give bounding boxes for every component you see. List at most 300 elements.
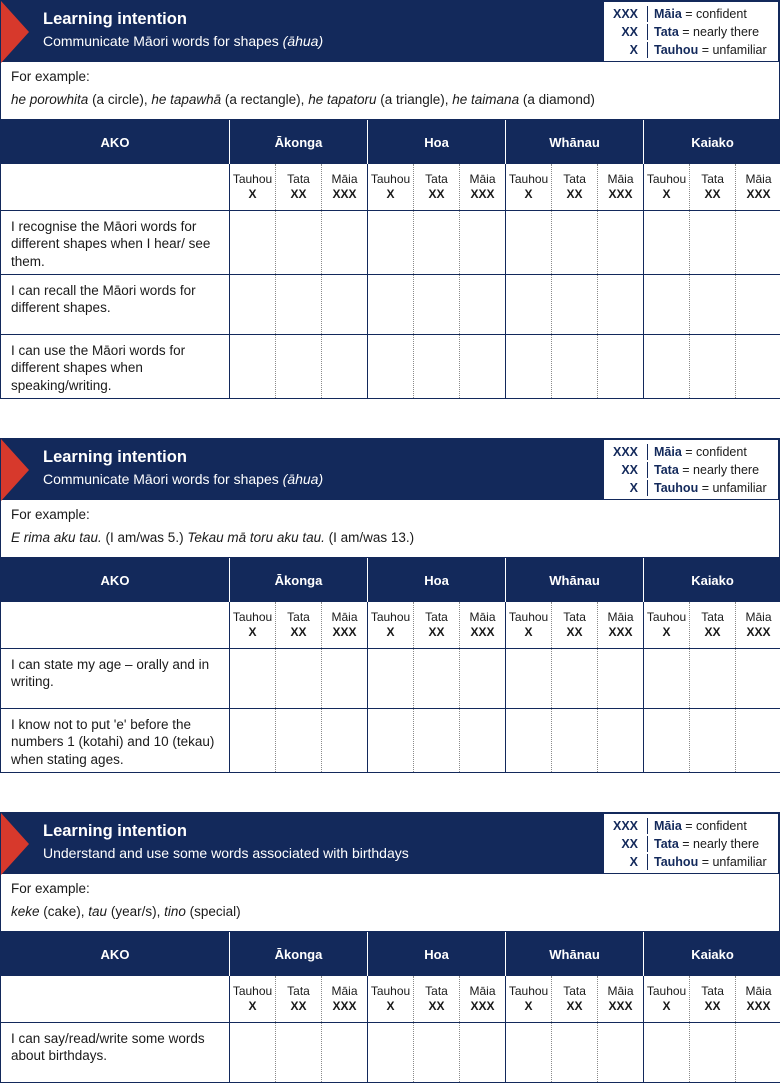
- rating-cell[interactable]: [230, 334, 276, 398]
- rating-cell[interactable]: [690, 1022, 736, 1082]
- example-box: [0, 874, 780, 932]
- legend-row: [604, 479, 778, 497]
- scale-mark: XXX: [322, 624, 367, 641]
- scale-label-cell: [1, 602, 230, 648]
- scale-mark: XXX: [322, 998, 367, 1015]
- scale-row: [1, 164, 780, 210]
- rating-cell[interactable]: [736, 648, 780, 708]
- rating-cell[interactable]: [322, 334, 368, 398]
- scale-cell: [368, 164, 414, 210]
- scale-name: Tata: [276, 984, 321, 998]
- example-text: [11, 92, 595, 107]
- rating-cell[interactable]: [506, 274, 552, 334]
- header-group: Hoa: [368, 932, 506, 976]
- criteria-text: I can recall the Māori words for different shapes.: [1, 274, 230, 334]
- rating-cell[interactable]: [322, 1022, 368, 1082]
- rating-cell[interactable]: [322, 708, 368, 772]
- scale-cell: [414, 602, 460, 648]
- example-text: [11, 904, 241, 919]
- rating-cell[interactable]: [644, 648, 690, 708]
- rating-legend: [604, 2, 778, 61]
- scale-mark: X: [230, 624, 275, 641]
- example-box: [0, 500, 780, 558]
- learning-intention-header: [0, 0, 780, 62]
- scale-name: Māia: [460, 610, 505, 624]
- example-part: Tekau mā toru aku tau.: [187, 530, 325, 545]
- rating-cell[interactable]: [276, 274, 322, 334]
- scale-name: Tauhou: [230, 610, 275, 624]
- example-part: he porowhita: [11, 92, 88, 107]
- scale-label-cell: [1, 976, 230, 1022]
- criteria-row: [1, 274, 780, 334]
- table-header-row: [1, 558, 780, 602]
- legend-level: Tauhou: [654, 481, 698, 495]
- rating-cell[interactable]: [644, 1022, 690, 1082]
- scale-cell: [552, 164, 598, 210]
- scale-name: Tata: [552, 984, 597, 998]
- legend-row: [604, 853, 778, 871]
- subtitle-text: Understand and use some words associated with birthdays: [43, 845, 409, 861]
- scale-cell: [230, 602, 276, 648]
- scale-cell: [460, 602, 506, 648]
- legend-text: [654, 463, 759, 477]
- scale-cell: [736, 976, 780, 1022]
- scale-mark: XXX: [598, 998, 643, 1015]
- scale-name: Tauhou: [644, 984, 689, 998]
- legend-mark: XXX: [613, 7, 638, 21]
- example-box: [0, 62, 780, 120]
- scale-name: Tauhou: [368, 610, 413, 624]
- legend-row: [604, 5, 778, 23]
- criteria-text: I can state my age – orally and in writing.: [1, 648, 230, 708]
- scale-name: Tata: [414, 172, 459, 186]
- legend-mark: X: [630, 855, 638, 869]
- scale-name: Tauhou: [506, 610, 551, 624]
- scale-row: [1, 602, 780, 648]
- legend-divider: [647, 480, 648, 496]
- scale-mark: XX: [552, 998, 597, 1015]
- scale-mark: X: [506, 998, 551, 1015]
- criteria-row: [1, 648, 780, 708]
- rating-cell[interactable]: [552, 274, 598, 334]
- legend-row: [604, 461, 778, 479]
- rating-cell[interactable]: [736, 334, 780, 398]
- legend-desc: = confident: [685, 445, 747, 459]
- scale-mark: XXX: [460, 998, 505, 1015]
- rating-cell[interactable]: [230, 1022, 276, 1082]
- criteria-row: [1, 1022, 780, 1082]
- rating-cell[interactable]: [460, 1022, 506, 1082]
- rating-cell[interactable]: [460, 708, 506, 772]
- example-part: he tapawhā: [151, 92, 221, 107]
- legend-divider: [647, 42, 648, 58]
- scale-mark: XXX: [598, 186, 643, 203]
- rating-cell[interactable]: [460, 210, 506, 274]
- scale-mark: X: [644, 624, 689, 641]
- scale-cell: [690, 164, 736, 210]
- scale-mark: XX: [276, 186, 321, 203]
- rating-cell[interactable]: [322, 274, 368, 334]
- rating-cell[interactable]: [690, 334, 736, 398]
- criteria-row: [1, 334, 780, 398]
- example-part: (I am/was 13.): [325, 530, 414, 545]
- example-part: tino: [164, 904, 186, 919]
- legend-mark: X: [630, 43, 638, 57]
- scale-name: Tata: [414, 984, 459, 998]
- legend-text: [654, 43, 767, 57]
- legend-level: Māia: [654, 819, 682, 833]
- legend-text: [654, 445, 747, 459]
- subtitle-italic: (āhua): [283, 33, 323, 49]
- learning-intention-title: Learning intention: [43, 10, 187, 29]
- arrow-icon: [1, 1, 29, 63]
- header-group: Ākonga: [230, 120, 368, 164]
- scale-mark: XX: [690, 624, 735, 641]
- legend-row: [604, 443, 778, 461]
- criteria-text: I can use the Māori words for different shapes when speaking/writing.: [1, 334, 230, 398]
- header-ako: AKO: [1, 558, 230, 602]
- rating-cell[interactable]: [736, 274, 780, 334]
- legend-mark: XXX: [613, 445, 638, 459]
- legend-text: [654, 819, 747, 833]
- scale-cell: [644, 164, 690, 210]
- legend-mark: XX: [621, 837, 638, 851]
- rating-cell[interactable]: [368, 274, 414, 334]
- rating-cell[interactable]: [414, 334, 460, 398]
- scale-mark: X: [506, 186, 551, 203]
- legend-mark: XXX: [613, 819, 638, 833]
- example-part: (a circle),: [88, 92, 151, 107]
- scale-name: Tata: [276, 610, 321, 624]
- legend-desc: = unfamiliar: [702, 481, 767, 495]
- header-group: Hoa: [368, 120, 506, 164]
- learning-intention-title: Learning intention: [43, 822, 187, 841]
- table-header-row: [1, 120, 780, 164]
- example-part: (cake),: [40, 904, 89, 919]
- scale-cell: [506, 164, 552, 210]
- legend-desc: = nearly there: [682, 25, 759, 39]
- rating-cell[interactable]: [690, 708, 736, 772]
- scale-mark: XX: [690, 186, 735, 203]
- scale-cell: [368, 976, 414, 1022]
- legend-row: [604, 835, 778, 853]
- scale-mark: XX: [552, 186, 597, 203]
- header-group: Kaiako: [644, 558, 780, 602]
- rating-cell[interactable]: [552, 708, 598, 772]
- scale-cell: [690, 976, 736, 1022]
- rating-cell[interactable]: [736, 708, 780, 772]
- rating-cell[interactable]: [690, 274, 736, 334]
- rating-cell[interactable]: [598, 708, 644, 772]
- rating-cell[interactable]: [598, 648, 644, 708]
- rating-cell[interactable]: [276, 334, 322, 398]
- scale-name: Māia: [598, 984, 643, 998]
- rating-cell[interactable]: [276, 210, 322, 274]
- rating-cell[interactable]: [414, 648, 460, 708]
- rating-cell[interactable]: [598, 274, 644, 334]
- example-label: For example:: [11, 69, 90, 84]
- scale-label-cell: [1, 164, 230, 210]
- scale-name: Māia: [598, 610, 643, 624]
- scale-cell: [644, 976, 690, 1022]
- legend-text: [654, 481, 767, 495]
- legend-text: [654, 855, 767, 869]
- legend-divider: [647, 854, 648, 870]
- header-group: Whānau: [506, 120, 644, 164]
- scale-mark: XX: [414, 998, 459, 1015]
- rating-cell[interactable]: [598, 334, 644, 398]
- header-group: Hoa: [368, 558, 506, 602]
- example-text: [11, 530, 414, 545]
- header-group: Ākonga: [230, 932, 368, 976]
- scale-row: [1, 976, 780, 1022]
- criteria-text: I know not to put 'e' before the numbers 1 (kotahi) and 10 (tekau) when stating ages.: [1, 708, 230, 772]
- scale-cell: [230, 976, 276, 1022]
- rating-cell[interactable]: [552, 648, 598, 708]
- scale-name: Tata: [552, 610, 597, 624]
- legend-desc: = confident: [685, 819, 747, 833]
- scale-mark: XX: [276, 998, 321, 1015]
- rating-cell[interactable]: [644, 708, 690, 772]
- scale-mark: XXX: [460, 186, 505, 203]
- scale-mark: XX: [414, 186, 459, 203]
- example-part: (a triangle),: [377, 92, 453, 107]
- scale-cell: [460, 164, 506, 210]
- scale-name: Māia: [598, 172, 643, 186]
- header-ako: AKO: [1, 932, 230, 976]
- scale-cell: [276, 164, 322, 210]
- legend-divider: [647, 444, 648, 460]
- scale-cell: [552, 976, 598, 1022]
- legend-mark: XX: [621, 25, 638, 39]
- legend-desc: = nearly there: [682, 837, 759, 851]
- example-label: For example:: [11, 507, 90, 522]
- scale-mark: XX: [414, 624, 459, 641]
- legend-divider: [647, 462, 648, 478]
- scale-name: Tata: [690, 984, 735, 998]
- ako-assessment-table: [0, 120, 780, 399]
- scale-name: Tauhou: [644, 172, 689, 186]
- scale-cell: [368, 602, 414, 648]
- rating-cell[interactable]: [414, 274, 460, 334]
- arrow-icon: [1, 813, 29, 875]
- rating-cell[interactable]: [460, 274, 506, 334]
- rating-cell[interactable]: [598, 1022, 644, 1082]
- scale-name: Tauhou: [506, 984, 551, 998]
- header-group: Kaiako: [644, 120, 780, 164]
- rating-cell[interactable]: [230, 648, 276, 708]
- scale-name: Māia: [322, 610, 367, 624]
- scale-name: Tata: [552, 172, 597, 186]
- learning-intention-subtitle: [43, 33, 323, 49]
- example-part: he tapatoru: [308, 92, 376, 107]
- rating-cell[interactable]: [414, 708, 460, 772]
- header-group: Ākonga: [230, 558, 368, 602]
- rating-cell[interactable]: [276, 708, 322, 772]
- rating-cell[interactable]: [460, 334, 506, 398]
- example-part: (I am/was 5.): [102, 530, 188, 545]
- scale-name: Māia: [736, 172, 780, 186]
- rating-cell[interactable]: [414, 1022, 460, 1082]
- legend-level: Māia: [654, 445, 682, 459]
- criteria-text: I recognise the Māori words for different shapes when I hear/ see them.: [1, 210, 230, 274]
- rating-legend: [604, 440, 778, 499]
- legend-desc: = confident: [685, 7, 747, 21]
- legend-divider: [647, 6, 648, 22]
- scale-name: Tauhou: [506, 172, 551, 186]
- rating-cell[interactable]: [230, 274, 276, 334]
- scale-name: Tauhou: [644, 610, 689, 624]
- criteria-text: I can say/read/write some words about birthdays.: [1, 1022, 230, 1082]
- rating-cell[interactable]: [690, 210, 736, 274]
- rating-cell[interactable]: [506, 334, 552, 398]
- scale-cell: [322, 602, 368, 648]
- table-header-row: [1, 932, 780, 976]
- scale-cell: [644, 602, 690, 648]
- legend-desc: = unfamiliar: [702, 43, 767, 57]
- rating-cell[interactable]: [736, 210, 780, 274]
- scale-mark: XX: [276, 624, 321, 641]
- legend-divider: [647, 24, 648, 40]
- rating-cell[interactable]: [368, 648, 414, 708]
- rating-cell[interactable]: [644, 274, 690, 334]
- rating-cell[interactable]: [276, 648, 322, 708]
- scale-cell: [230, 164, 276, 210]
- scale-cell: [414, 976, 460, 1022]
- header-group: Whānau: [506, 932, 644, 976]
- legend-level: Tata: [654, 463, 679, 477]
- scale-cell: [736, 602, 780, 648]
- scale-cell: [276, 976, 322, 1022]
- scale-mark: X: [230, 186, 275, 203]
- rating-cell[interactable]: [644, 210, 690, 274]
- scale-cell: [552, 602, 598, 648]
- scale-cell: [506, 976, 552, 1022]
- scale-mark: X: [368, 186, 413, 203]
- rating-cell[interactable]: [506, 1022, 552, 1082]
- rating-cell[interactable]: [368, 1022, 414, 1082]
- legend-desc: = unfamiliar: [702, 855, 767, 869]
- scale-cell: [276, 602, 322, 648]
- legend-text: [654, 837, 759, 851]
- legend-mark: XX: [621, 463, 638, 477]
- legend-mark: X: [630, 481, 638, 495]
- example-part: keke: [11, 904, 40, 919]
- scale-mark: X: [644, 998, 689, 1015]
- scale-cell: [460, 976, 506, 1022]
- legend-divider: [647, 836, 648, 852]
- header-ako: AKO: [1, 120, 230, 164]
- scale-mark: XXX: [736, 186, 780, 203]
- scale-name: Māia: [736, 984, 780, 998]
- rating-cell[interactable]: [230, 708, 276, 772]
- scale-mark: X: [368, 624, 413, 641]
- scale-name: Tauhou: [230, 172, 275, 186]
- example-part: (special): [186, 904, 241, 919]
- rating-cell[interactable]: [552, 210, 598, 274]
- scale-cell: [598, 976, 644, 1022]
- scale-name: Tauhou: [368, 172, 413, 186]
- rating-cell[interactable]: [506, 210, 552, 274]
- criteria-row: [1, 210, 780, 274]
- learning-intention-subtitle: [43, 845, 409, 861]
- legend-level: Tauhou: [654, 43, 698, 57]
- rating-cell[interactable]: [736, 1022, 780, 1082]
- scale-cell: [322, 164, 368, 210]
- example-label: For example:: [11, 881, 90, 896]
- subtitle-italic: (āhua): [283, 471, 323, 487]
- scale-cell: [322, 976, 368, 1022]
- rating-cell[interactable]: [690, 648, 736, 708]
- rating-cell[interactable]: [230, 210, 276, 274]
- rating-cell[interactable]: [414, 210, 460, 274]
- scale-name: Tata: [276, 172, 321, 186]
- ako-assessment-table: [0, 932, 780, 1083]
- scale-name: Māia: [736, 610, 780, 624]
- subtitle-text: Communicate Māori words for shapes: [43, 471, 283, 487]
- legend-text: [654, 25, 759, 39]
- legend-row: [604, 41, 778, 59]
- learning-intention-header: [0, 812, 780, 874]
- scale-name: Tauhou: [368, 984, 413, 998]
- ako-assessment-table: [0, 558, 780, 773]
- scale-mark: X: [506, 624, 551, 641]
- scale-name: Tata: [414, 610, 459, 624]
- scale-cell: [598, 602, 644, 648]
- learning-intention-title: Learning intention: [43, 448, 187, 467]
- learning-intention-subtitle: [43, 471, 323, 487]
- scale-cell: [690, 602, 736, 648]
- scale-name: Māia: [322, 984, 367, 998]
- arrow-icon: [1, 439, 29, 501]
- example-part: (a diamond): [519, 92, 595, 107]
- rating-cell[interactable]: [506, 708, 552, 772]
- rating-cell[interactable]: [644, 334, 690, 398]
- header-group: Whānau: [506, 558, 644, 602]
- scale-cell: [598, 164, 644, 210]
- rating-cell[interactable]: [552, 334, 598, 398]
- rating-cell[interactable]: [322, 648, 368, 708]
- legend-level: Māia: [654, 7, 682, 21]
- scale-cell: [736, 164, 780, 210]
- rating-cell[interactable]: [322, 210, 368, 274]
- scale-mark: X: [644, 186, 689, 203]
- legend-desc: = nearly there: [682, 463, 759, 477]
- rating-cell[interactable]: [460, 648, 506, 708]
- rating-cell[interactable]: [552, 1022, 598, 1082]
- example-part: E rima aku tau.: [11, 530, 102, 545]
- scale-mark: XX: [552, 624, 597, 641]
- scale-name: Tata: [690, 610, 735, 624]
- rating-cell[interactable]: [368, 708, 414, 772]
- legend-row: [604, 23, 778, 41]
- rating-cell[interactable]: [276, 1022, 322, 1082]
- rating-cell[interactable]: [368, 334, 414, 398]
- scale-mark: XXX: [322, 186, 367, 203]
- scale-name: Tauhou: [230, 984, 275, 998]
- learning-intention-header: [0, 438, 780, 500]
- legend-divider: [647, 818, 648, 834]
- scale-name: Māia: [322, 172, 367, 186]
- rating-cell[interactable]: [368, 210, 414, 274]
- legend-level: Tata: [654, 25, 679, 39]
- rating-cell[interactable]: [506, 648, 552, 708]
- example-part: he taimana: [452, 92, 519, 107]
- scale-mark: XXX: [736, 998, 780, 1015]
- scale-name: Māia: [460, 172, 505, 186]
- rating-cell[interactable]: [598, 210, 644, 274]
- scale-name: Māia: [460, 984, 505, 998]
